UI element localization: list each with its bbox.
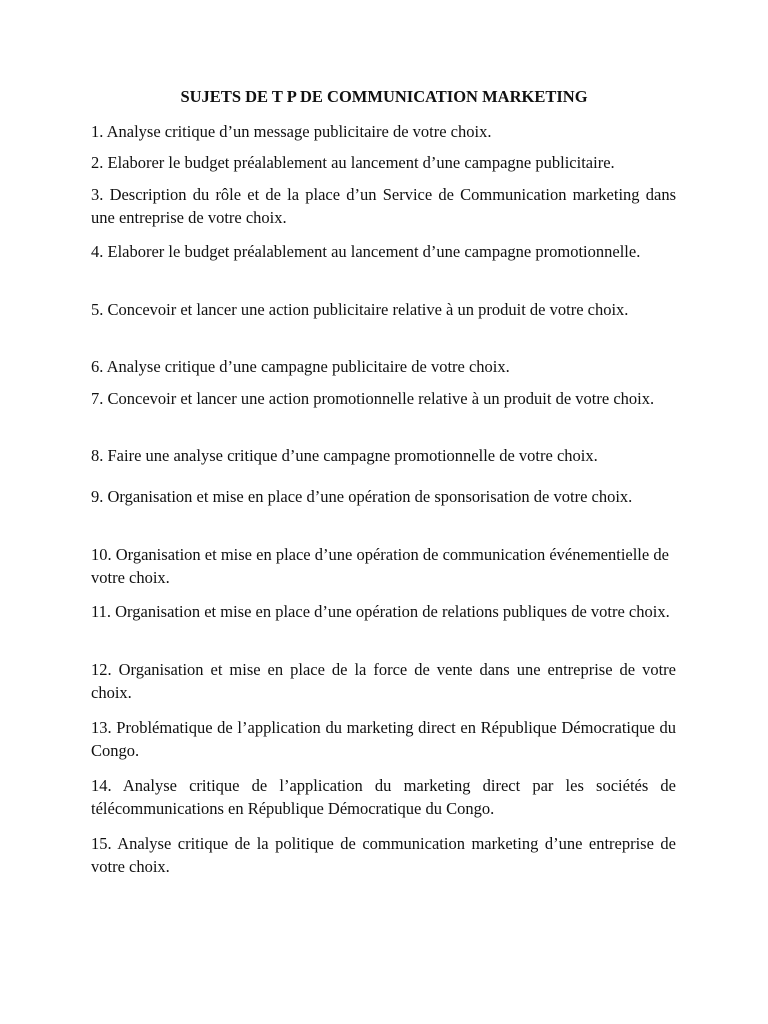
document-title: SUJETS DE T P DE COMMUNICATION MARKETING	[180, 87, 588, 106]
list-item: 4. Elaborer le budget préalablement au lancement d’une campagne promotionnelle.	[91, 242, 641, 261]
list-item: 14. Analyse critique de l’application du marketing direct par les sociétés de télécommunications en République Démocratique du Congo.	[91, 776, 676, 818]
list-item: 6. Analyse critique d’une campagne publicitaire de votre choix.	[91, 357, 510, 376]
list-item: 11. Organisation et mise en place d’une opération de relations publiques de votre choix.	[91, 602, 670, 621]
list-item: 1. Analyse critique d’un message publicitaire de votre choix.	[91, 122, 492, 141]
list-item: 15. Analyse critique de la politique de communication marketing d’une entreprise de votre choix.	[91, 834, 676, 876]
list-item: 9. Organisation et mise en place d’une opération de sponsorisation de votre choix.	[91, 487, 633, 506]
list-item: 3. Description du rôle et de la place d’un Service de Communication marketing dans une entreprise de votre choix.	[91, 185, 676, 227]
list-item: 5. Concevoir et lancer une action publicitaire relative à un produit de votre choix.	[91, 300, 629, 319]
list-item: 8. Faire une analyse critique d’une campagne promotionnelle de votre choix.	[91, 446, 598, 465]
list-item: 2. Elaborer le budget préalablement au lancement d’une campagne publicitaire.	[91, 153, 615, 172]
list-item: 10. Organisation et mise en place d’une opération de communication événementielle de votre choix.	[91, 545, 669, 587]
list-item: 13. Problématique de l’application du marketing direct en République Démocratique du Congo.	[91, 718, 676, 760]
list-item: 12. Organisation et mise en place de la force de vente dans une entreprise de votre choix.	[91, 660, 676, 702]
list-item: 7. Concevoir et lancer une action promotionnelle relative à un produit de votre choix.	[91, 389, 655, 408]
